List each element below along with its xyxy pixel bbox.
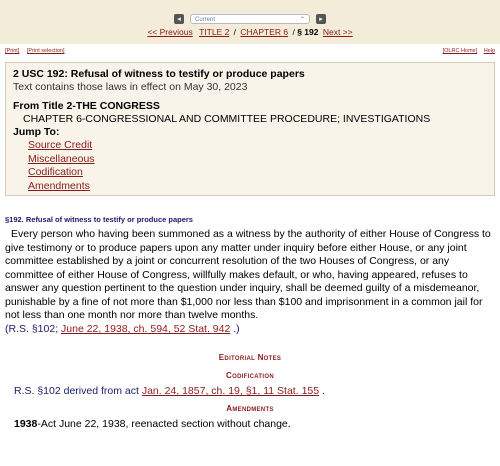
section-heading: §192. Refusal of witness to testify or produce papers [5, 215, 193, 224]
jump-link-miscellaneous[interactable]: Miscellaneous [28, 152, 95, 165]
source-credit-prefix: (R.S. §102; [5, 323, 62, 335]
next-version-icon[interactable]: ▸ [316, 14, 326, 24]
version-select[interactable] [190, 14, 310, 24]
source-credit-link[interactable]: June 22, 1938, ch. 594, 52 Stat. 942 [61, 323, 231, 335]
current-section: § 192 [297, 27, 319, 37]
breadcrumb-separator: / [231, 27, 239, 37]
section-body: Every person who having been summoned as a witness by the authority of either House of Congress to give testimony or to produce papers upon any matter under inquiry before either House, or any joint committee established by a joint or concurrent resolution of the two Houses of Congress, or any committee of either House of Congress, willfully makes default, or who, having appeared, refuses to answer any question pertinent to the question under inquiry, shall be deemed guilty of a misdemeanor, punishable by a fine of not more than $1,000 nor less than $100 and imprisonment in a common jail for not less than one month nor more than twelve months. [5, 228, 491, 321]
document-header-box [5, 62, 495, 196]
jump-link-amendments[interactable]: Amendments [28, 179, 90, 192]
codification-link[interactable]: Jan. 24, 1857, ch. 19, §1, 11 Stat. 155 [141, 385, 320, 397]
amendment-text [14, 418, 291, 430]
print-selection-link[interactable]: [Print selection] [26, 48, 65, 54]
version-select-value: Current [195, 17, 216, 23]
jump-link-codification[interactable]: Codification [28, 166, 83, 178]
select-caret-icon: ⌃ [299, 17, 305, 23]
document-title: 2 USC 192: Refusal of witness to testify or produce papers [13, 68, 305, 80]
breadcrumb [0, 27, 500, 37]
help-link[interactable]: Help [483, 48, 495, 54]
jump-to-label: Jump To: [13, 126, 60, 138]
codification-suffix: . [319, 385, 325, 397]
previous-link[interactable]: << Previous [147, 27, 193, 37]
previous-version-icon[interactable]: ◂ [174, 14, 184, 24]
amendment-year: 1938 [14, 418, 38, 430]
amendment-description: -Act June 22, 1938, reenacted section without change. [37, 418, 291, 430]
utility-links [0, 48, 500, 58]
chapter-heading: CHAPTER 6-CONGRESSIONAL AND COMMITTEE PROCEDURE; INVESTIGATIONS [23, 113, 431, 125]
editorial-notes-heading: Editorial Notes [218, 353, 282, 362]
print-link[interactable]: [Print] [5, 48, 20, 54]
from-title: From Title 2-THE CONGRESS [13, 100, 160, 112]
codification-heading: Codification [226, 371, 274, 380]
jump-link-source-credit[interactable]: Source Credit [28, 139, 93, 151]
jump-to-links [28, 139, 430, 193]
version-nav [174, 13, 326, 25]
source-credit-suffix: .) [230, 323, 240, 335]
breadcrumb-separator: / [290, 27, 298, 37]
top-navigation-band [0, 0, 500, 44]
title-link[interactable]: TITLE 2 [199, 27, 230, 37]
chapter-link[interactable]: CHAPTER 6 [240, 27, 289, 37]
amendments-heading: Amendments [226, 404, 274, 413]
source-credit [5, 323, 240, 335]
olrc-home-link[interactable]: [OLRC Home] [442, 48, 478, 54]
next-link[interactable]: Next >> [322, 27, 353, 37]
codification-prefix: R.S. §102 derived from act [14, 385, 142, 397]
document-subtitle: Text contains those laws in effect on May 30, 2023 [13, 81, 248, 93]
codification-text [14, 385, 325, 397]
